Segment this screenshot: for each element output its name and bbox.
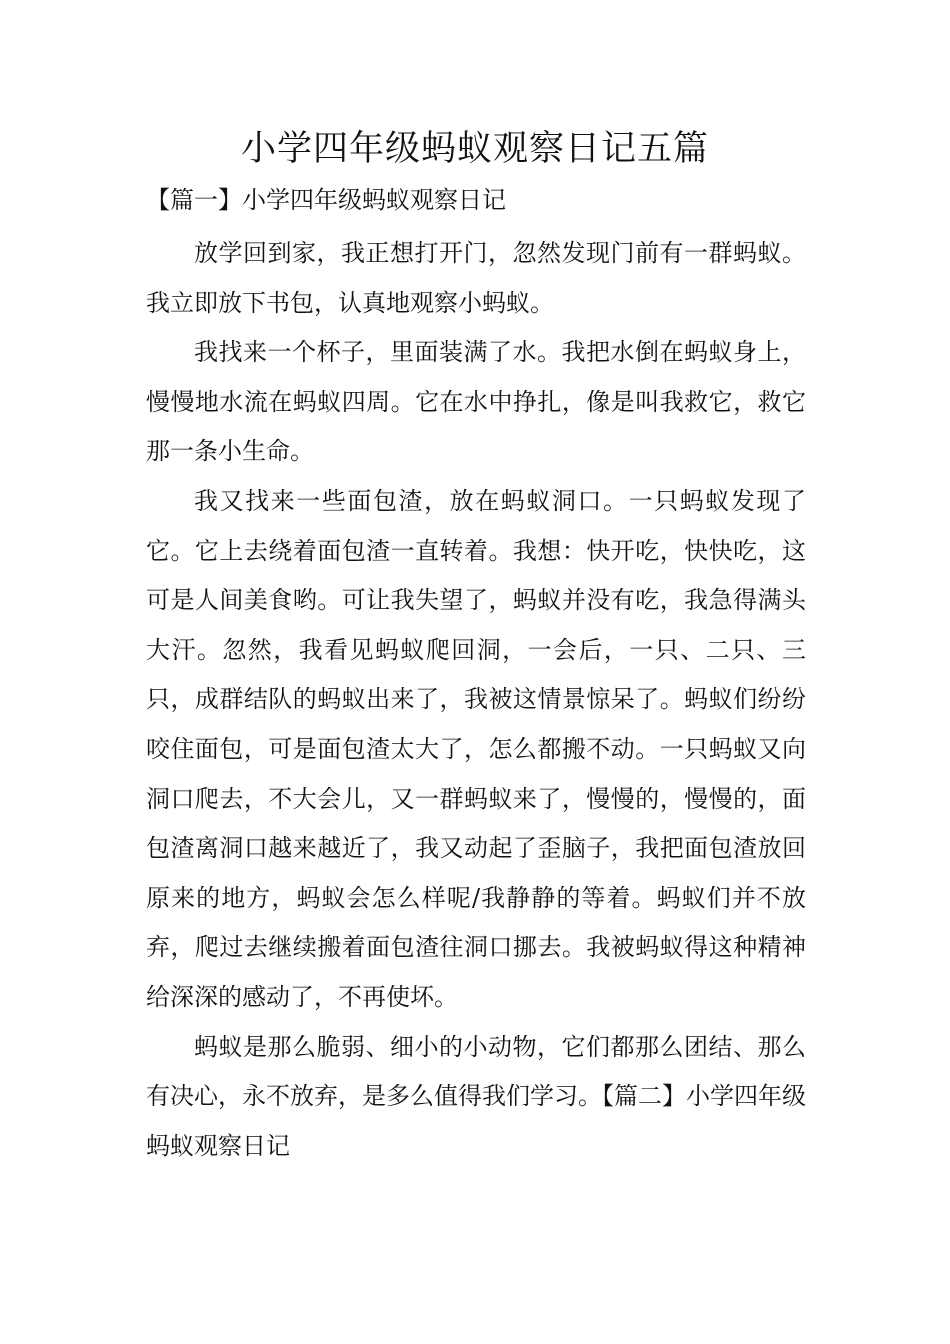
page-title: 小学四年级蚂蚁观察日记五篇	[240, 129, 709, 169]
paragraph: 我又找来一些面包渣，放在蚂蚁洞口。一只蚂蚁发现了它。它上去绕着面包渣一直转着。我想：快开吃，快快吃，这可是人间美食哟。可让我失望了，蚂蚁并没有吃，我急得满头大汗。忽然，我看见蚂蚁爬回洞，一会后，一只、二只、三只，成群结队的蚂蚁出来了，我被这情景惊呆了。蚂蚁们纷纷咬住面包，可是面包渣太大了，怎么都搬不动。一只蚂蚁又向洞口爬去，不大会儿，又一群蚂蚁来了，慢慢的，慢慢的，面包渣离洞口越来越近了，我又动起了歪脑子，我把面包渣放回原来的地方，蚂蚁会怎么样呢/我静静的等着。蚂蚁们并不放弃，爬过去继续搬着面包渣往洞口挪去。我被蚂蚁得这种精神给深深的感动了，不再使坏。	[146, 486, 806, 1011]
paragraph: 蚂蚁是那么脆弱、细小的小动物，它们都那么团结、那么有决心，永不放弃，是多么值得我们学习。【篇二】小学四年级蚂蚁观察日记	[146, 1032, 806, 1160]
paragraph: 放学回到家，我正想打开门，忽然发现门前有一群蚂蚁。我立即放下书包，认真地观察小蚂蚁。	[146, 239, 806, 317]
section-heading: 【篇一】小学四年级蚂蚁观察日记	[146, 186, 506, 214]
document-body	[146, 229, 806, 1171]
paragraph: 我找来一个杯子，里面装满了水。我把水倒在蚂蚁身上，慢慢地水流在蚂蚁四周。它在水中挣扎，像是叫我救它，救它那一条小生命。	[146, 338, 806, 466]
